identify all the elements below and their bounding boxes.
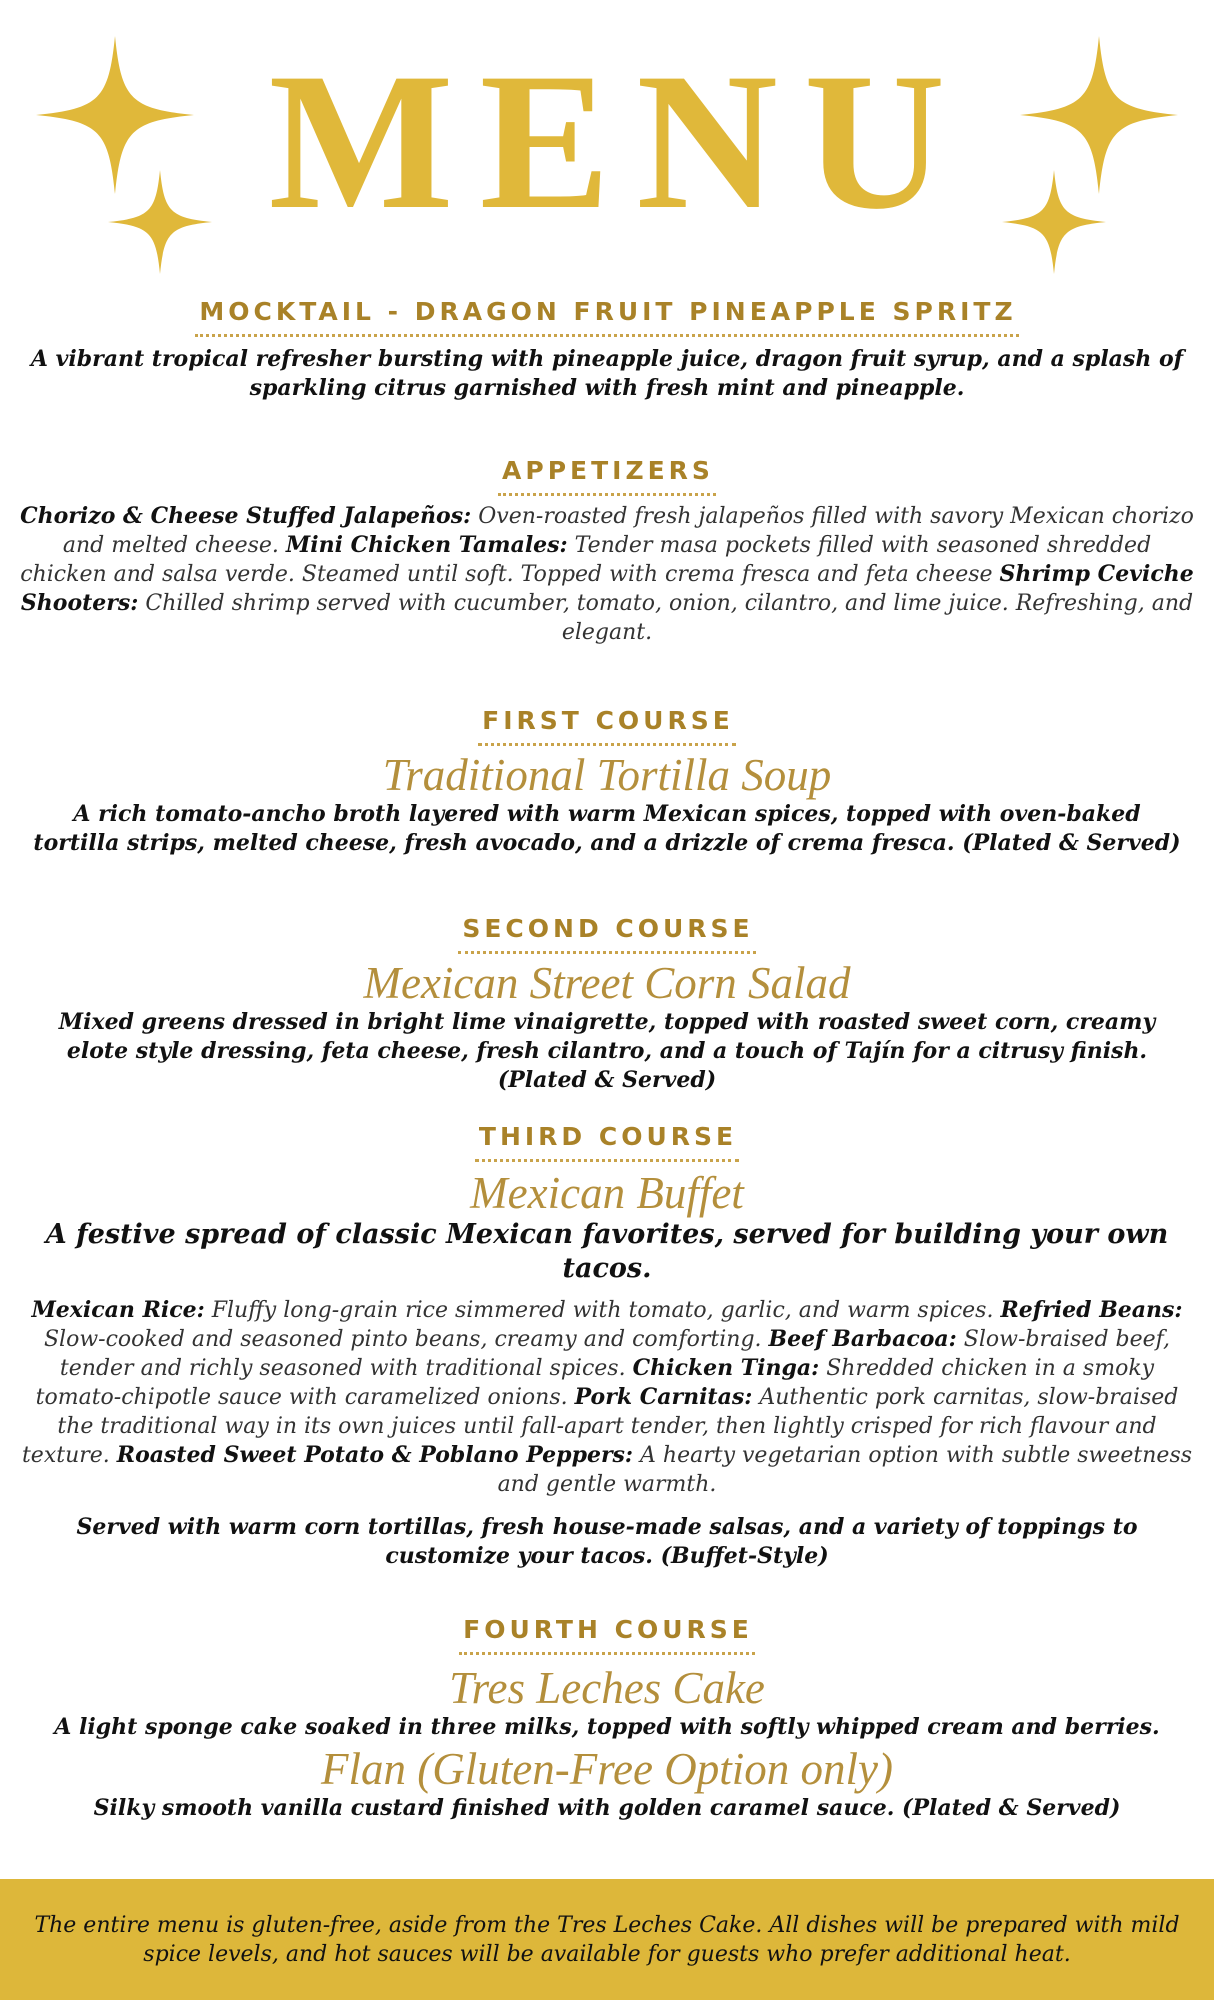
third-course-dish: Mexican Buffet	[470, 1168, 744, 1218]
buffet-item-name: Pork Carnitas:	[574, 1384, 753, 1410]
first-course-section	[0, 705, 1214, 858]
buffet-item-name: Beef Barbacoa:	[768, 1326, 957, 1352]
third-course-lead: A festive spread of classic Mexican favorites, served for building your own tacos.	[45, 1219, 1169, 1284]
fourth-course-description-flan: Silky smooth vanilla custard finished with golden caramel sauce. (Plated & Served)	[93, 1795, 1121, 1821]
appetizer-desc: Tender masa pockets filled with seasoned shredded chicken and salsa verde. Steamed until soft. Topped with crema fresca and feta cheese	[20, 533, 1152, 587]
fourth-course-dish-flan: Flan (Gluten-Free Option only)	[321, 1744, 893, 1794]
footer-note-band	[0, 1879, 1214, 2000]
second-course-description: Mixed greens dressed in bright lime vinaigrette, topped with roasted sweet corn, creamy elote style dressing, feta cheese, fresh cilantro, and a touch of Tajín for a citrusy finish. (Plated & Served)	[58, 1009, 1156, 1093]
mocktail-heading: MOCKTAIL - DRAGON FRUIT PINEAPPLE SPRITZ	[195, 296, 1018, 337]
buffet-list	[17, 1296, 1197, 1499]
second-course-dish: Mexican Street Corn Salad	[363, 958, 851, 1008]
mocktail-description: A vibrant tropical refresher bursting with pineapple juice, dragon fruit syrup, and a splash of sparkling citrus garnished with fresh mint and pineapple.	[30, 346, 1184, 401]
third-course-heading: THIRD COURSE	[475, 1121, 739, 1162]
appetizers-section	[0, 455, 1214, 647]
buffet-item-name: Roasted Sweet Potato & Poblano Peppers:	[116, 1442, 634, 1468]
third-course-section	[0, 1121, 1214, 1571]
appetizers-list	[17, 502, 1197, 647]
fourth-course-section	[0, 1614, 1214, 1823]
second-course-heading: SECOND COURSE	[458, 913, 755, 954]
buffet-item-name: Refried Beans:	[1000, 1297, 1183, 1323]
fourth-course-heading: FOURTH COURSE	[459, 1614, 755, 1655]
appetizer-desc: Chilled shrimp served with cucumber, tomato, onion, cilantro, and lime juice. Refreshing, and elegant.	[138, 591, 1194, 645]
footer-note: The entire menu is gluten-free, aside from the Tres Leches Cake. All dishes will be prepared with mild spice levels, and hot sauces will be available for guests who prefer additional heat.	[34, 1912, 1180, 1967]
first-course-heading: FIRST COURSE	[478, 705, 736, 746]
appetizer-name: Mini Chicken Tamales:	[285, 532, 568, 558]
buffet-item-desc: Fluffy long-grain rice simmered with tomato, garlic, and warm spices.	[204, 1298, 1001, 1323]
first-course-description: A rich tomato-ancho broth layered with warm Mexican spices, topped with oven-baked tortilla strips, melted cheese, fresh avocado, and a drizzle of crema fresca. (Plated & Served)	[33, 801, 1181, 856]
buffet-item-desc: Shredded chicken in a smoky tomato-chipotle sauce with caramelized onions.	[35, 1356, 1155, 1410]
buffet-item-desc: A hearty vegetarian option with subtle sweetness and gentle warmth.	[497, 1443, 1193, 1497]
buffet-item-desc: Slow-cooked and seasoned pinto beans, creamy and comforting.	[43, 1327, 769, 1352]
buffet-item-desc: Authentic pork carnitas, slow-braised the traditional way in its own juices until fall-apart tender, then lightly crisped for rich flavour and texture.	[21, 1385, 1179, 1468]
buffet-item-name: Chicken Tinga:	[632, 1355, 820, 1381]
buffet-item-desc: Slow-braised beef, tender and richly seasoned with traditional spices.	[59, 1327, 1171, 1381]
fourth-course-dish-cake: Tres Leches Cake	[449, 1663, 765, 1713]
appetizer-desc: Oven-roasted fresh jalapeños filled with savory Mexican chorizo and melted cheese.	[62, 504, 1194, 558]
second-course-section	[0, 913, 1214, 1095]
buffet-item-name: Mexican Rice:	[31, 1297, 205, 1323]
buffet-served-note: Served with warm corn tortillas, fresh house-made salsas, and a variety of toppings to customize your tacos. (Buffet-Style)	[76, 1514, 1138, 1569]
appetizer-name: Chorizo & Cheese Stuffed Jalapeños:	[20, 503, 472, 529]
fourth-course-description-cake: A light sponge cake soaked in three milks, topped with softly whipped cream and berries.	[54, 1714, 1160, 1740]
first-course-dish: Traditional Tortilla Soup	[382, 750, 832, 800]
appetizer-name: Shrimp Ceviche Shooters:	[20, 561, 1194, 616]
mocktail-section	[0, 296, 1214, 403]
menu-title: MENU	[268, 33, 972, 250]
appetizers-heading: APPETIZERS	[498, 455, 716, 496]
